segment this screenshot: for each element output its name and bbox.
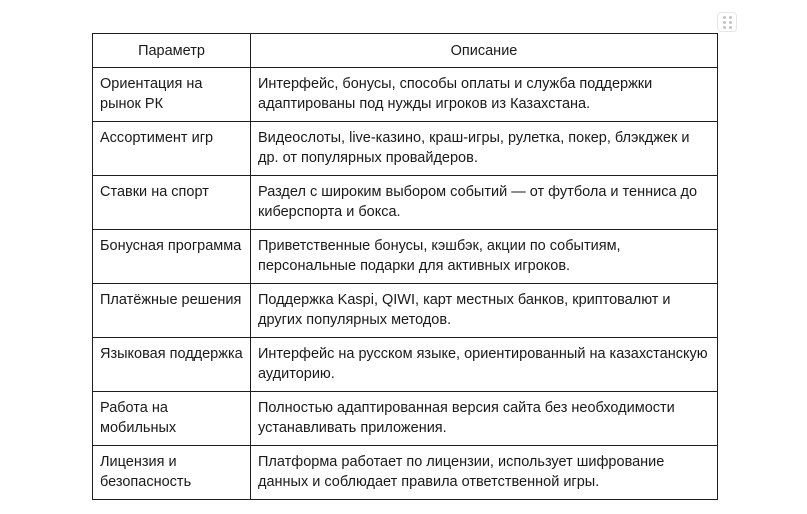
table-header-row bbox=[93, 34, 718, 68]
drag-handle-icon[interactable] bbox=[717, 12, 737, 32]
table-row bbox=[93, 284, 718, 338]
description-cell: Полностью адаптированная версия сайта без необходимости устанавливать приложения. bbox=[251, 392, 718, 446]
description-cell: Интерфейс на русском языке, ориентированный на казахстанскую аудиторию. bbox=[251, 338, 718, 392]
param-cell: Платёжные решения bbox=[93, 284, 251, 338]
header-description: Описание bbox=[251, 34, 718, 68]
description-cell: Платформа работает по лицензии, использует шифрование данных и соблюдает правила ответственной игры. bbox=[251, 446, 718, 500]
table-row bbox=[93, 338, 718, 392]
table-row bbox=[93, 392, 718, 446]
description-cell: Интерфейс, бонусы, способы оплаты и служба поддержки адаптированы под нужды игроков из Казахстана. bbox=[251, 68, 718, 122]
header-param: Параметр bbox=[93, 34, 251, 68]
parameters-table bbox=[92, 33, 718, 500]
param-cell: Работа на мобильных bbox=[93, 392, 251, 446]
param-cell: Ориентация на рынок РК bbox=[93, 68, 251, 122]
description-cell: Приветственные бонусы, кэшбэк, акции по событиям, персональные подарки для активных игроков. bbox=[251, 230, 718, 284]
table-row bbox=[93, 446, 718, 500]
table-row bbox=[93, 122, 718, 176]
description-cell: Раздел с широким выбором событий — от футбола и тенниса до киберспорта и бокса. bbox=[251, 176, 718, 230]
param-cell: Языковая поддержка bbox=[93, 338, 251, 392]
param-cell: Бонусная программа bbox=[93, 230, 251, 284]
table-row bbox=[93, 176, 718, 230]
param-cell: Ставки на спорт bbox=[93, 176, 251, 230]
table-row bbox=[93, 230, 718, 284]
param-cell: Лицензия и безопасность bbox=[93, 446, 251, 500]
table-row bbox=[93, 68, 718, 122]
description-cell: Поддержка Kaspi, QIWI, карт местных банков, криптовалют и других популярных методов. bbox=[251, 284, 718, 338]
description-cell: Видеослоты, live-казино, краш-игры, рулетка, покер, блэкджек и др. от популярных провайдеров. bbox=[251, 122, 718, 176]
param-cell: Ассортимент игр bbox=[93, 122, 251, 176]
